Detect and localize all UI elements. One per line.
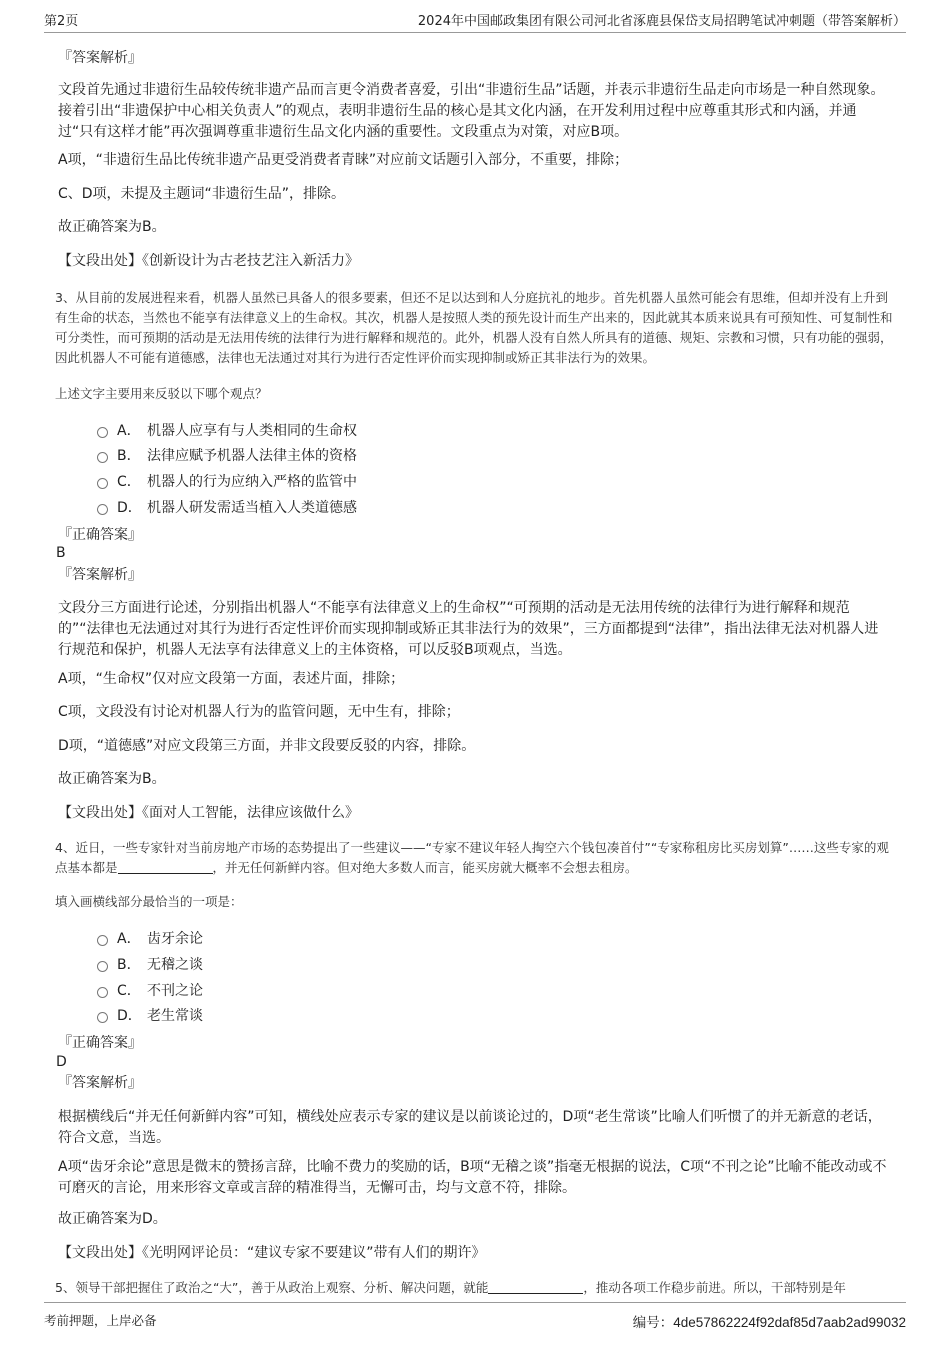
radio-icon[interactable] [97,961,108,972]
radio-icon[interactable] [97,452,108,463]
analysis-paragraph: A项“齿牙余论”意思是微末的赞扬言辞，比喻不费力的奖励的话，B项“无稽之谈”指毫无根据的说法，C项“不刊之论”比喻不能改动或不可磨灭的言论，用来形容文章或言辞的精准得当，无懈可击，均与文意不符，排除。 [58,1159,887,1196]
option-a[interactable]: A． 齿牙余论 [97,928,203,948]
analysis-paragraph: 文段首先通过非遗衍生品较传统非遗产品而言更令消费者喜爱，引出“非遗衍生品”话题，并表示非遗衍生品走向市场是一种自然现象。接着引出“非遗保护中心相关负责人”的观点，表明非遗衍生品的核心是其文化内涵，在开发利用过程中应尊重其形式和内涵，并通过“只有这样才能”再次强调尊重非遗衍生品文化内涵的重要性。文段重点为对策，对应B项。 [58,82,885,140]
correct-answer-label: 『正确答案』 [58,1035,142,1051]
fill-blank [118,859,213,874]
source-citation: 【文段出处】《面对人工智能，法律应该做什么》 [58,805,359,821]
option-b[interactable]: B． 无稽之谈 [97,954,203,974]
analysis-label: 『答案解析』 [58,50,142,66]
correct-answer-label: 『正确答案』 [58,527,142,543]
radio-icon[interactable] [97,427,108,438]
option-d[interactable]: D． 机器人研发需适当植入人类道德感 [97,497,357,517]
analysis-paragraph: A项，“生命权”仅对应文段第一方面，表述片面，排除； [58,671,405,687]
source-citation: 【文段出处】《光明网评论员：“建议专家不要建议”带有人们的期许》 [58,1245,486,1261]
question-stem: 5、领导干部把握住了政治之“大”，善于从政治上观察、分析、解决问题，就能 ，推动各项工作稳步前进。所以，干部特别是年 [55,1280,846,1295]
option-c[interactable]: C． 不刊之论 [97,980,203,1000]
radio-icon[interactable] [97,987,108,998]
option-a[interactable]: A． 机器人应享有与人类相同的生命权 [97,420,357,440]
analysis-paragraph: 故正确答案为D。 [58,1211,167,1227]
analysis-paragraph: 故正确答案为B。 [58,219,166,235]
source-citation: 【文段出处】《创新设计为古老技艺注入新活力》 [58,253,359,269]
page-footer [44,1302,906,1331]
correct-answer: B [56,545,66,561]
page-header [44,10,906,33]
analysis-paragraph: 故正确答案为B。 [58,771,166,787]
question-prompt: 填入画横线部分最恰当的一项是： [55,894,243,909]
footer-slogan: 考前押题，上岸必备 [44,1313,157,1328]
page-number: 第2页 [44,14,79,29]
analysis-paragraph: C、D项，未提及主题词“非遗衍生品”，排除。 [58,186,346,202]
analysis-paragraph: 根据横线后“并无任何新鲜内容”可知，横线处应表示专家的建议是以前谈论过的，D项“老生常谈”比喻人们听惯了的并无新意的老话，符合文意，当选。 [58,1109,882,1146]
question-prompt: 上述文字主要用来反驳以下哪个观点？ [55,386,268,401]
option-d[interactable]: D． 老生常谈 [97,1005,203,1025]
analysis-paragraph: 文段分三方面进行论述，分别指出机器人“不能享有法律意义上的生命权”“可预期的活动是无法用传统的法律行为进行解释和规范的”“法律也无法通过对其行为进行否定性评价而实现抑制或矫正其非法行为的效果”，三方面都提到“法律”，指出法律无法对机器人进行规范和保护，机器人无法享有法律意义上的主体资格，可以反驳B项观点，当选。 [58,600,879,658]
analysis-paragraph: A项，“非遗衍生品比传统非遗产品更受消费者青睐”对应前文话题引入部分，不重要，排除； [58,152,629,168]
document-id: 编号：4de57862224f92daf85d7aab2ad99032 [632,1315,906,1330]
radio-icon[interactable] [97,478,108,489]
analysis-label: 『答案解析』 [58,567,142,583]
radio-icon[interactable] [97,935,108,946]
fill-blank [488,1279,583,1294]
option-c[interactable]: C． 机器人的行为应纳入严格的监管中 [97,471,357,491]
option-b[interactable]: B． 法律应赋予机器人法律主体的资格 [97,445,357,465]
question-stem: 3、从目前的发展进程来看，机器人虽然已具备人的很多要素，但还不足以达到和人分庭抗礼的地步。首先机器人虽然可能会有思维，但却并没有上升到有生命的状态，当然也不能享有法律意义上的生命权。其次，机器人是按照人类的预先设计而生产出来的，因此就其本质来说具有可预知性、可复制性和可分类性，而可预期的活动是无法用传统的法律行为进行解释和规范的。此外，机器人没有自然人所具有的道德、规矩、宗教和习惯，只有功能的强弱，因此机器人不可能有道德感，法律也无法通过对其行为进行否定性评价而实现抑制或矫正其非法行为的效果。 [55,290,893,365]
analysis-label: 『答案解析』 [58,1075,142,1091]
analysis-paragraph: D项，“道德感”对应文段第三方面，并非文段要反驳的内容，排除。 [58,738,476,754]
question-stem: 4、近日，一些专家针对当前房地产市场的态势提出了一些建议——“专家不建议年轻人掏空六个钱包凑首付”“专家称租房比买房划算”……这些专家的观点基本都是 ，并无任何新鲜内容。但对绝大多数人而言，能买房就大概率不会想去租房。 [55,840,889,875]
radio-icon[interactable] [97,1012,108,1023]
document-title: 2024年中国邮政集团有限公司河北省涿鹿县保岱支局招聘笔试冲刺题（带答案解析） [417,14,906,29]
analysis-paragraph: C项，文段没有讨论对机器人行为的监管问题，无中生有，排除； [58,704,460,720]
correct-answer: D [56,1054,67,1070]
radio-icon[interactable] [97,504,108,515]
